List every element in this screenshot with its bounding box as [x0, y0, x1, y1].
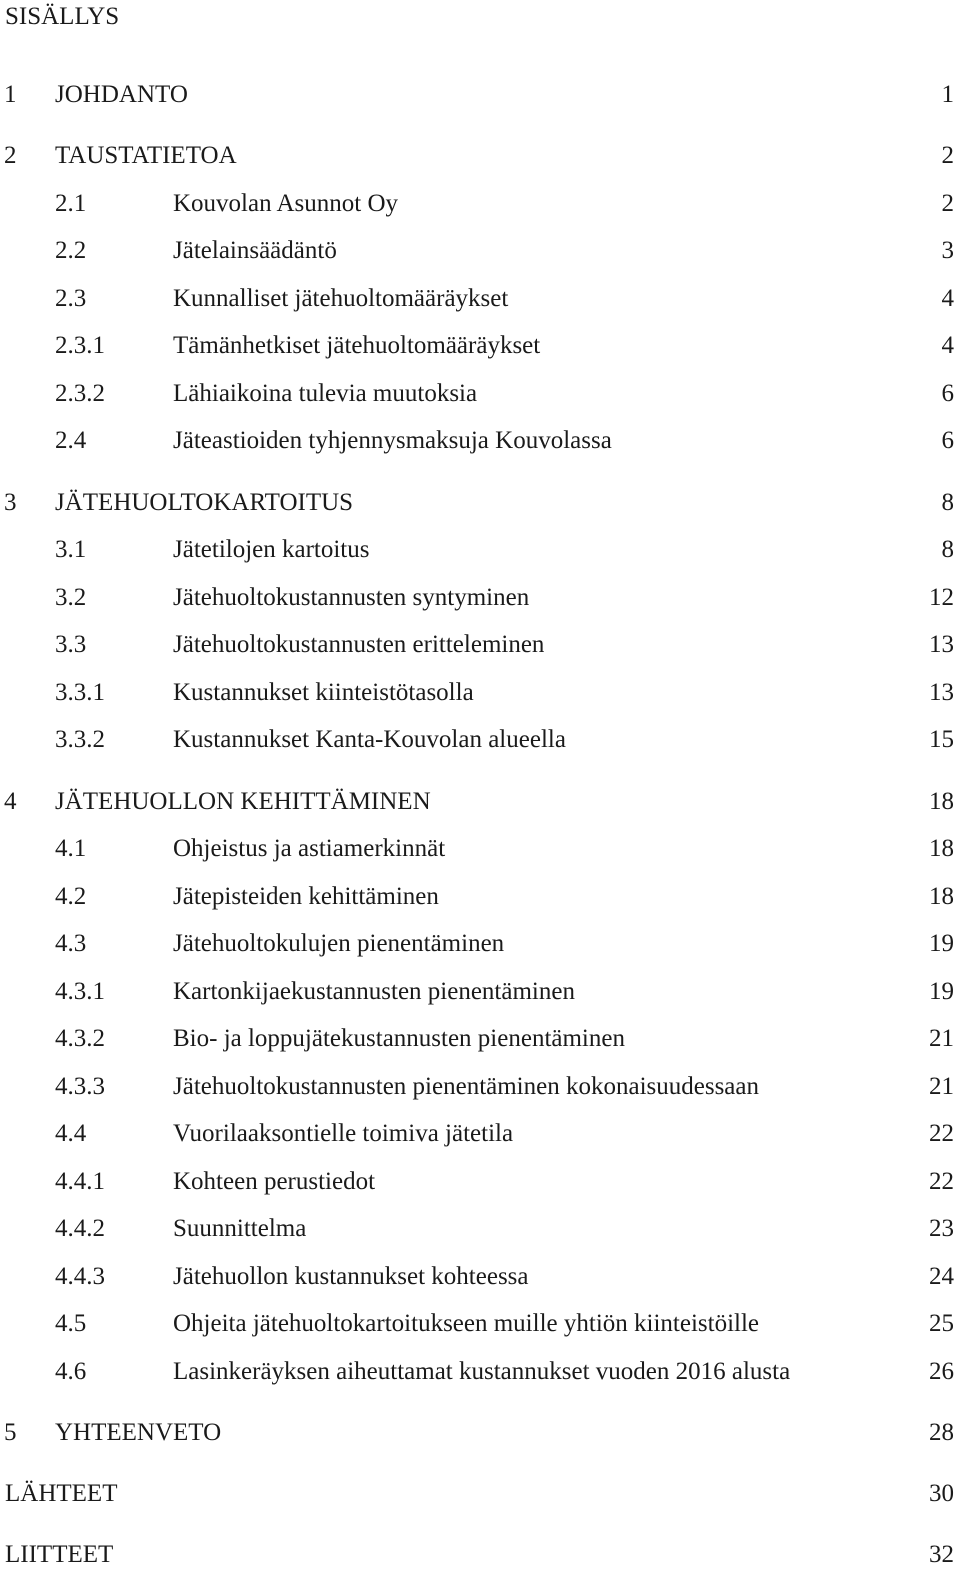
toc-entry-number: 4.3.2 — [55, 1025, 105, 1052]
toc-entry[interactable] — [0, 1117, 960, 1151]
toc-entry[interactable] — [0, 1416, 960, 1450]
toc-entry[interactable] — [0, 1212, 960, 1246]
toc-entry-page-number: 22 — [929, 1168, 954, 1195]
toc-entry-number: 3 — [4, 489, 17, 516]
toc-entry-number: 2.2 — [55, 237, 87, 264]
toc-entry-number: 4.2 — [55, 883, 87, 910]
toc-entry-number: 4.6 — [55, 1358, 87, 1385]
toc-entry-page-number: 6 — [941, 380, 954, 407]
toc-entry[interactable] — [0, 628, 960, 662]
toc-entry[interactable] — [0, 581, 960, 615]
toc-entry-title: Kohteen perustiedot — [173, 1168, 376, 1195]
toc-entry[interactable] — [0, 1260, 960, 1294]
toc-entry-page-number: 30 — [929, 1480, 954, 1507]
toc-entry[interactable] — [0, 676, 960, 710]
toc-entry-title: Jätetilojen kartoitus — [173, 536, 370, 563]
toc-entry-page-number: 25 — [929, 1310, 954, 1337]
toc-entry[interactable] — [0, 139, 960, 173]
toc-entry-number: 5 — [4, 1419, 17, 1446]
toc-entry-page-number: 8 — [941, 536, 954, 563]
toc-entry-number: 4.4.3 — [55, 1263, 105, 1290]
toc-entry[interactable] — [0, 927, 960, 961]
toc-entry-page-number: 3 — [941, 237, 954, 264]
toc-entry-title: Jätehuoltokustannusten eritteleminen — [173, 631, 545, 658]
toc-entry-number: 1 — [4, 81, 17, 108]
toc-entry-page-number: 18 — [929, 835, 954, 862]
toc-entry-title: TAUSTATIETOA — [55, 142, 237, 169]
toc-entry[interactable] — [0, 424, 960, 458]
toc-entry[interactable] — [0, 533, 960, 567]
toc-entry[interactable] — [0, 1307, 960, 1341]
toc-entry-title: Kunnalliset jätehuoltomääräykset — [173, 285, 509, 312]
toc-entry-page-number: 26 — [929, 1358, 954, 1385]
toc-entry-number: 4.3.3 — [55, 1073, 105, 1100]
toc-entry-page-number: 13 — [929, 679, 954, 706]
toc-entry-page-number: 4 — [941, 285, 954, 312]
toc-entry[interactable] — [0, 78, 960, 112]
toc-entry-page-number: 18 — [929, 788, 954, 815]
toc-entry-page-number: 2 — [941, 142, 954, 169]
toc-entry-title: Bio- ja loppujätekustannusten pienentäminen — [173, 1025, 625, 1052]
toc-entry-title: JÄTEHUOLTOKARTOITUS — [55, 489, 354, 516]
toc-entry-title: Kustannukset Kanta-Kouvolan alueella — [173, 726, 566, 753]
toc-entry-title: Jätehuoltokulujen pienentäminen — [173, 930, 505, 957]
toc-entry-title: Jäteastioiden tyhjennysmaksuja Kouvolassa — [173, 427, 612, 454]
toc-entry[interactable] — [0, 329, 960, 363]
toc-entry[interactable] — [0, 832, 960, 866]
toc-entry[interactable] — [0, 282, 960, 316]
toc-entry-title: Jätelainsäädäntö — [173, 237, 337, 264]
toc-entry-page-number: 21 — [929, 1025, 954, 1052]
toc-entry-title: JOHDANTO — [55, 81, 188, 108]
toc-entry-number: 4.1 — [55, 835, 87, 862]
toc-entry-number: 2 — [4, 142, 17, 169]
toc-entry-page-number: 21 — [929, 1073, 954, 1100]
toc-entry-title: YHTEENVETO — [55, 1419, 222, 1446]
toc-entry-number: 4.3 — [55, 930, 87, 957]
toc-entry-page-number: 4 — [941, 332, 954, 359]
toc-entry-page-number: 15 — [929, 726, 954, 753]
toc-entry[interactable] — [0, 1070, 960, 1104]
toc-entry-page-number: 8 — [941, 489, 954, 516]
toc-entry[interactable] — [0, 785, 960, 819]
toc-entry[interactable] — [0, 1022, 960, 1056]
toc-entry-title: Kartonkijaekustannusten pienentäminen — [173, 978, 575, 1005]
toc-entry-title: Kustannukset kiinteistötasolla — [173, 679, 474, 706]
toc-entry-title: Suunnittelma — [173, 1215, 307, 1242]
toc-entry-number: 4.4 — [55, 1120, 87, 1147]
toc-entry-page-number: 12 — [929, 584, 954, 611]
toc-entry-number: 4.3.1 — [55, 978, 105, 1005]
toc-entry-page-number: 2 — [941, 190, 954, 217]
toc-entry[interactable] — [0, 723, 960, 757]
toc-entry-title: Ohjeistus ja astiamerkinnät — [173, 835, 446, 862]
toc-entry-page-number: 28 — [929, 1419, 954, 1446]
toc-entry-title: Lasinkeräyksen aiheuttamat kustannukset vuoden 2016 alusta — [173, 1358, 791, 1385]
toc-entry-title: Tämänhetkiset jätehuoltomääräykset — [173, 332, 541, 359]
toc-entry-title: LÄHTEET — [5, 1480, 118, 1507]
toc-entry-page-number: 23 — [929, 1215, 954, 1242]
toc-entry-page-number: 6 — [941, 427, 954, 454]
toc-entry-page-number: 19 — [929, 978, 954, 1005]
toc-entry-title: Kouvolan Asunnot Oy — [173, 190, 398, 217]
toc-entry-number: 2.4 — [55, 427, 87, 454]
toc-entry-title: LIITTEET — [5, 1541, 114, 1568]
toc-entry[interactable] — [0, 1477, 960, 1511]
toc-entry-number: 4 — [4, 788, 17, 815]
toc-entry-number: 4.4.1 — [55, 1168, 105, 1195]
toc-entry-number: 3.1 — [55, 536, 87, 563]
toc-entry-title: Jätehuoltokustannusten syntyminen — [173, 584, 530, 611]
toc-entry-page-number: 19 — [929, 930, 954, 957]
toc-entry-page-number: 24 — [929, 1263, 954, 1290]
toc-entry[interactable] — [0, 1165, 960, 1199]
toc-entry[interactable] — [0, 486, 960, 520]
toc-entry-number: 4.4.2 — [55, 1215, 105, 1242]
toc-entry-number: 2.3.2 — [55, 380, 105, 407]
toc-entry-number: 3.3.2 — [55, 726, 105, 753]
toc-entry-number: 3.3 — [55, 631, 87, 658]
toc-entry-title: JÄTEHUOLLON KEHITTÄMINEN — [55, 788, 431, 815]
toc-entry-number: 2.3 — [55, 285, 87, 312]
toc-entry-page-number: 18 — [929, 883, 954, 910]
toc-entry-number: 3.3.1 — [55, 679, 105, 706]
toc-entry-page-number: 1 — [941, 81, 954, 108]
toc-entry-page-number: 13 — [929, 631, 954, 658]
toc-entry-title: Lähiaikoina tulevia muutoksia — [173, 380, 478, 407]
toc-entry-number: 4.5 — [55, 1310, 87, 1337]
toc-entry[interactable] — [0, 1355, 960, 1389]
page-title: SISÄLLYS — [5, 3, 120, 30]
toc-entry-title: Ohjeita jätehuoltokartoitukseen muille yhtiön kiinteistöille — [173, 1310, 759, 1337]
toc-entry[interactable] — [0, 975, 960, 1009]
toc-entry-title: Jätehuollon kustannukset kohteessa — [173, 1263, 529, 1290]
toc-entry-title: Jätepisteiden kehittäminen — [173, 883, 439, 910]
toc-entry[interactable] — [0, 234, 960, 268]
toc-entry-page-number: 32 — [929, 1541, 954, 1568]
toc-entry[interactable] — [0, 377, 960, 411]
toc-entry-title: Vuorilaaksontielle toimiva jätetila — [173, 1120, 514, 1147]
toc-entry[interactable] — [0, 1538, 960, 1572]
toc-entry-number: 2.1 — [55, 190, 87, 217]
toc-entry[interactable] — [0, 880, 960, 914]
toc-entry-number: 2.3.1 — [55, 332, 105, 359]
toc-entry-page-number: 22 — [929, 1120, 954, 1147]
toc-entry-number: 3.2 — [55, 584, 87, 611]
toc-entry-title: Jätehuoltokustannusten pienentäminen kokonaisuudessaan — [173, 1073, 759, 1100]
toc-entry[interactable] — [0, 187, 960, 221]
